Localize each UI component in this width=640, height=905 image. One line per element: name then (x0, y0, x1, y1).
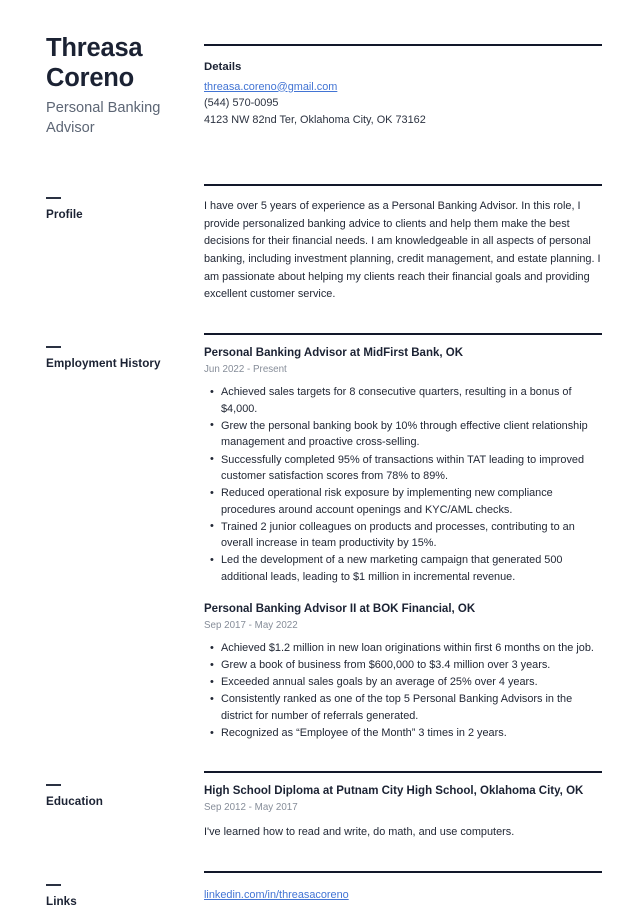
details-address: 4123 NW 82nd Ter, Oklahoma City, OK 73162 (204, 113, 426, 126)
links-left-column (0, 871, 204, 905)
list-item: • Reduced operational risk exposure by implementing new compliance procedures around account openings and KYC/AML checks. (221, 485, 602, 518)
entry-date: Sep 2017 - May 2022 (204, 619, 298, 631)
page-title: Threasa Coreno (46, 34, 143, 93)
entry-description: I've learned how to read and write, do math, and use computers. (204, 826, 515, 839)
entry-title: High School Diploma at Putnam City High School, Oklahoma City, OK (204, 785, 584, 798)
entry-bullet-list (204, 384, 602, 585)
employment-content (204, 333, 640, 742)
section-dash-icon (46, 346, 61, 348)
education-content (204, 771, 640, 842)
employment-entry (204, 346, 602, 585)
section-dash-icon (46, 197, 61, 199)
links-content (204, 871, 640, 904)
education-section (0, 771, 640, 842)
list-item: • Grew a book of business from $600,000 to $3.4 million over 3 years. (221, 657, 602, 674)
list-item: • Recognized as “Employee of the Month” 3 times in 2 years. (221, 725, 602, 742)
list-item: • Exceeded annual sales goals by an average of 25% over 4 years. (221, 674, 602, 691)
list-item: • Grew the personal banking book by 10% through effective client relationship management and proactive cross-selling. (221, 418, 602, 451)
education-entry (204, 784, 602, 842)
links-section (0, 871, 640, 905)
header-left-column (0, 0, 204, 139)
list-item: • Led the development of a new marketing campaign that generated 500 additional leads, leading to $1 million in incremental revenue. (221, 552, 602, 585)
details-phone: (544) 570-0095 (204, 97, 279, 110)
entry-date: Jun 2022 - Present (204, 363, 287, 375)
entry-bullet-list (204, 640, 602, 741)
profile-text: I have over 5 years of experience as a Personal Banking Advisor. In this role, I provide personalized banking advice to clients and help them make the best decisions for their financial needs. I am knowledgeable in all aspects of personal banking, including investment planning, credit management, and estate planning. I am passionate about helping my clients reach their financial goals and providing excellent customer service. (204, 200, 601, 301)
education-label: Education (46, 795, 103, 809)
list-item: • Consistently ranked as one of the top 5 Personal Banking Advisors in the district for number of referrals generated. (221, 691, 602, 724)
entry-date: Sep 2012 - May 2017 (204, 801, 298, 813)
details-section (204, 0, 640, 128)
section-dash-icon (46, 784, 61, 786)
links-label: Links (46, 894, 77, 905)
linkedin-link[interactable]: linkedin.com/in/threasacoreno (204, 888, 349, 901)
links-list (204, 885, 602, 904)
list-item: • Trained 2 junior colleagues on products and processes, contributing to an overall increase in team productivity by 15%. (221, 519, 602, 552)
entry-title: Personal Banking Advisor at MidFirst Bank, OK (204, 347, 464, 360)
employment-label: Employment History (46, 357, 161, 371)
profile-content (204, 184, 640, 304)
profile-section (0, 184, 640, 304)
list-item: • Successfully completed 95% of transactions within TAT leading to improved customer satisfaction scores from 78% to 89%. (221, 452, 602, 485)
list-item: • Achieved sales targets for 8 consecutive quarters, resulting in a bonus of $4,000. (221, 384, 602, 417)
employment-entry (204, 602, 602, 742)
entry-title: Personal Banking Advisor II at BOK Financial, OK (204, 603, 476, 616)
profile-label: Profile (46, 208, 83, 222)
list-item: • Achieved $1.2 million in new loan originations within first 6 months on the job. (221, 640, 602, 657)
education-left-column (0, 771, 204, 809)
section-dash-icon (46, 884, 61, 886)
employment-left-column (0, 333, 204, 371)
details-title: Details (204, 61, 242, 73)
details-email-row (204, 77, 602, 96)
header-subtitle: Personal Banking Advisor (46, 99, 161, 137)
email-link[interactable]: threasa.coreno@gmail.com (204, 80, 338, 93)
employment-section (0, 333, 640, 742)
resume-header (0, 0, 640, 139)
profile-left-column (0, 184, 204, 222)
